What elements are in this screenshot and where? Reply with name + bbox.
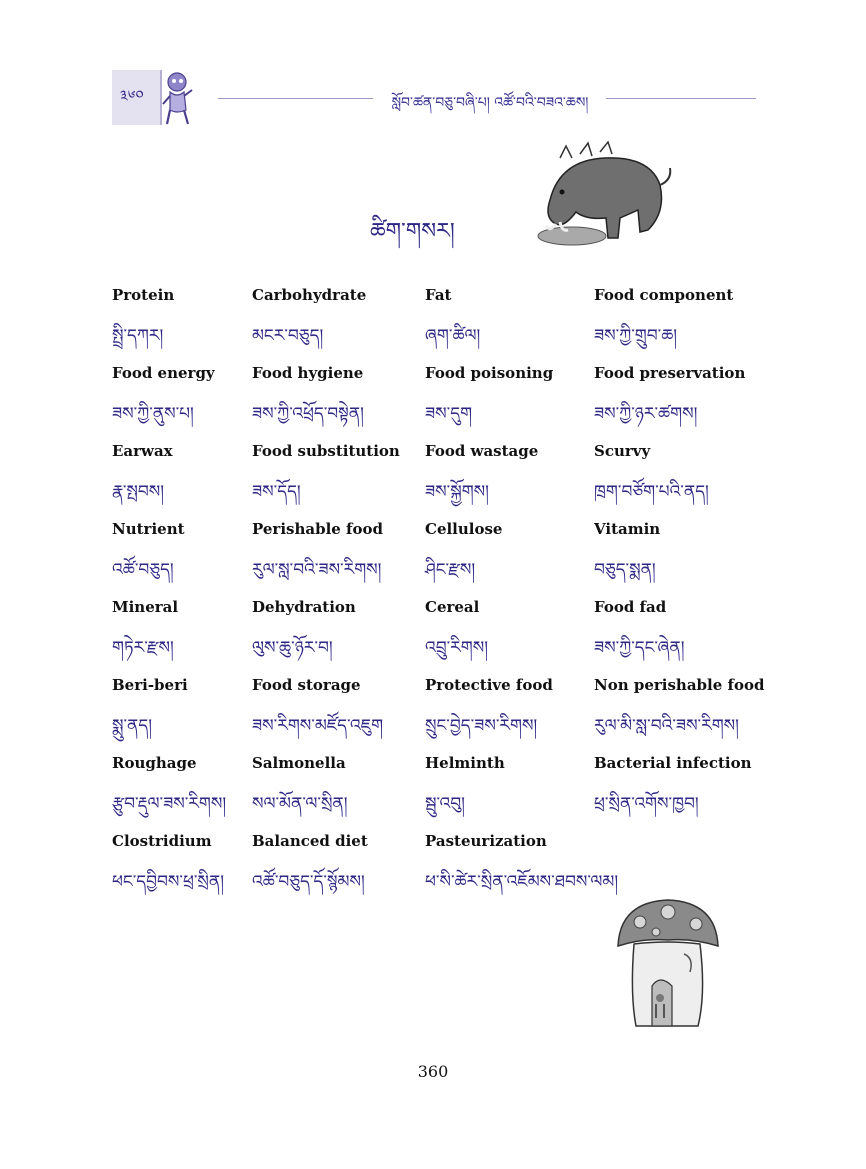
term-english: Bacterial infection <box>594 754 752 772</box>
term-tibetan: ཁྲག་བཙོག་པའི་ནད། <box>594 482 709 502</box>
term-tibetan: རྣ་སྤབས། <box>112 482 165 502</box>
term-tibetan: སྨུ་ནད། <box>112 716 153 736</box>
term-tibetan: ཟས་ཀྱི་ཉར་ཚགས། <box>594 404 698 424</box>
glossary-entry <box>252 832 432 910</box>
term-english: Food substitution <box>252 442 400 460</box>
term-tibetan: ཕང་དབྱིབས་ཕྲ་སྲིན། <box>112 872 225 892</box>
glossary-entry <box>594 676 774 754</box>
mushroom-house-illustration <box>612 894 724 1032</box>
term-english: Carbohydrate <box>252 286 367 304</box>
glossary-entry <box>594 442 774 520</box>
glossary-entry <box>425 598 605 676</box>
term-english: Food preservation <box>594 364 746 382</box>
term-english: Nutrient <box>112 520 185 538</box>
mascot-illustration <box>160 70 196 128</box>
term-tibetan: ཟས་དོད། <box>252 482 301 502</box>
glossary-row <box>112 286 792 364</box>
glossary-entry <box>252 364 432 442</box>
term-tibetan: སྦུ་འབུ། <box>425 794 465 814</box>
glossary-entry <box>594 598 774 676</box>
header-rule-left <box>218 98 373 99</box>
term-tibetan: ཟས་སྐྱོགས། <box>425 482 489 502</box>
term-english: Scurvy <box>594 442 651 460</box>
glossary-entry <box>252 442 432 520</box>
running-title: སློབ་ཚན་བཅུ་བཞི་པ། འཚོ་བའི་བཟའ་ཆས། <box>391 95 589 111</box>
term-tibetan: ཟས་ཀྱི་གྲུབ་ཆ། <box>594 326 678 346</box>
term-english: Cellulose <box>425 520 503 538</box>
header-rule-right <box>606 98 756 99</box>
page-header <box>0 0 866 140</box>
glossary-entry <box>252 676 432 754</box>
term-english: Fat <box>425 286 452 304</box>
glossary-entry <box>425 520 605 598</box>
chapter-title: ཚིག་གསར། <box>370 219 455 244</box>
term-english: Non perishable food <box>594 676 765 694</box>
term-tibetan: ཕ་སི་ཚེར་སྲིན་འཇོམས་ཐབས་ལམ། <box>425 872 619 892</box>
glossary-entry <box>425 754 605 832</box>
term-english: Earwax <box>112 442 173 460</box>
glossary-grid <box>112 286 792 910</box>
glossary-row <box>112 754 792 832</box>
term-english: Pasteurization <box>425 832 547 850</box>
term-tibetan: རུལ་སླ་བའི་ཟས་རིགས། <box>252 560 382 580</box>
glossary-entry <box>594 520 774 598</box>
page-tab <box>112 70 162 125</box>
term-english: Helminth <box>425 754 505 772</box>
term-tibetan: ཕྲ་སྲིན་འགོས་ཁྱབ། <box>594 794 699 814</box>
glossary-entry <box>594 364 774 442</box>
term-tibetan: སྲུང་བྱེད་ཟས་རིགས། <box>425 716 538 736</box>
glossary-row <box>112 364 792 442</box>
term-tibetan: རུལ་མི་སླ་བའི་ཟས་རིགས། <box>594 716 739 736</box>
term-english: Food hygiene <box>252 364 364 382</box>
term-tibetan: འཚོ་བཅུད། <box>112 560 174 580</box>
term-tibetan: གཏེར་རྫས། <box>112 638 174 658</box>
glossary-entry <box>594 286 774 364</box>
term-english: Clostridium <box>112 832 212 850</box>
term-tibetan: ཟས་རིགས་མཛོད་འཇུག <box>252 716 384 736</box>
glossary-entry <box>425 442 605 520</box>
glossary-entry <box>252 520 432 598</box>
term-tibetan: སལ་མོན་ལ་སྲིན། <box>252 794 348 814</box>
term-english: Cereal <box>425 598 480 616</box>
boar-illustration <box>520 140 680 260</box>
term-tibetan: འཚོ་བཅུད་དོ་སྙོམས། <box>252 872 365 892</box>
term-tibetan: ལུས་ཆུ་ཉོར་བ། <box>252 638 333 658</box>
term-english: Mineral <box>112 598 179 616</box>
term-english: Dehydration <box>252 598 356 616</box>
term-tibetan: འབྲུ་རིགས། <box>425 638 488 658</box>
term-english: Food wastage <box>425 442 539 460</box>
glossary-entry <box>252 754 432 832</box>
glossary-entry <box>252 598 432 676</box>
term-english: Protective food <box>425 676 553 694</box>
term-tibetan: མངར་བཅུད། <box>252 326 324 346</box>
glossary-row <box>112 442 792 520</box>
term-english: Protein <box>112 286 175 304</box>
term-english: Beri-beri <box>112 676 188 694</box>
glossary-entry <box>425 286 605 364</box>
term-tibetan: རྩུབ་རྡུལ་ཟས་རིགས། <box>112 794 227 814</box>
term-tibetan: བཅུད་སྨན། <box>594 560 656 580</box>
term-tibetan: ཤིང་རྫས། <box>425 560 476 580</box>
term-english: Food storage <box>252 676 361 694</box>
glossary-row <box>112 520 792 598</box>
glossary-entry <box>425 676 605 754</box>
term-english: Roughage <box>112 754 197 772</box>
glossary-row <box>112 676 792 754</box>
term-tibetan: ཞག་ཚིལ། <box>425 326 481 346</box>
glossary-entry <box>594 754 774 832</box>
term-tibetan: སྤྲི་དཀར། <box>112 326 164 346</box>
term-english: Perishable food <box>252 520 383 538</box>
page-tab-number: ༣༦༠ <box>120 87 144 105</box>
term-english: Food component <box>594 286 734 304</box>
term-tibetan: ཟས་ཀྱི་ནུས་པ། <box>112 404 194 424</box>
glossary-row <box>112 598 792 676</box>
term-english: Balanced diet <box>252 832 368 850</box>
term-english: Food energy <box>112 364 215 382</box>
term-english: Salmonella <box>252 754 346 772</box>
page-number: 360 <box>417 1062 449 1081</box>
term-english: Food fad <box>594 598 667 616</box>
term-tibetan: ཟས་ཀྱི་དང་ཞེན། <box>594 638 685 658</box>
term-english: Food poisoning <box>425 364 554 382</box>
term-tibetan: ཟས་དུག <box>425 404 473 424</box>
term-tibetan: ཟས་ཀྱི་འཕྲོད་བསྟེན། <box>252 404 364 424</box>
glossary-entry <box>425 832 619 910</box>
glossary-entry <box>425 364 605 442</box>
glossary-entry <box>252 286 432 364</box>
term-english: Vitamin <box>594 520 661 538</box>
